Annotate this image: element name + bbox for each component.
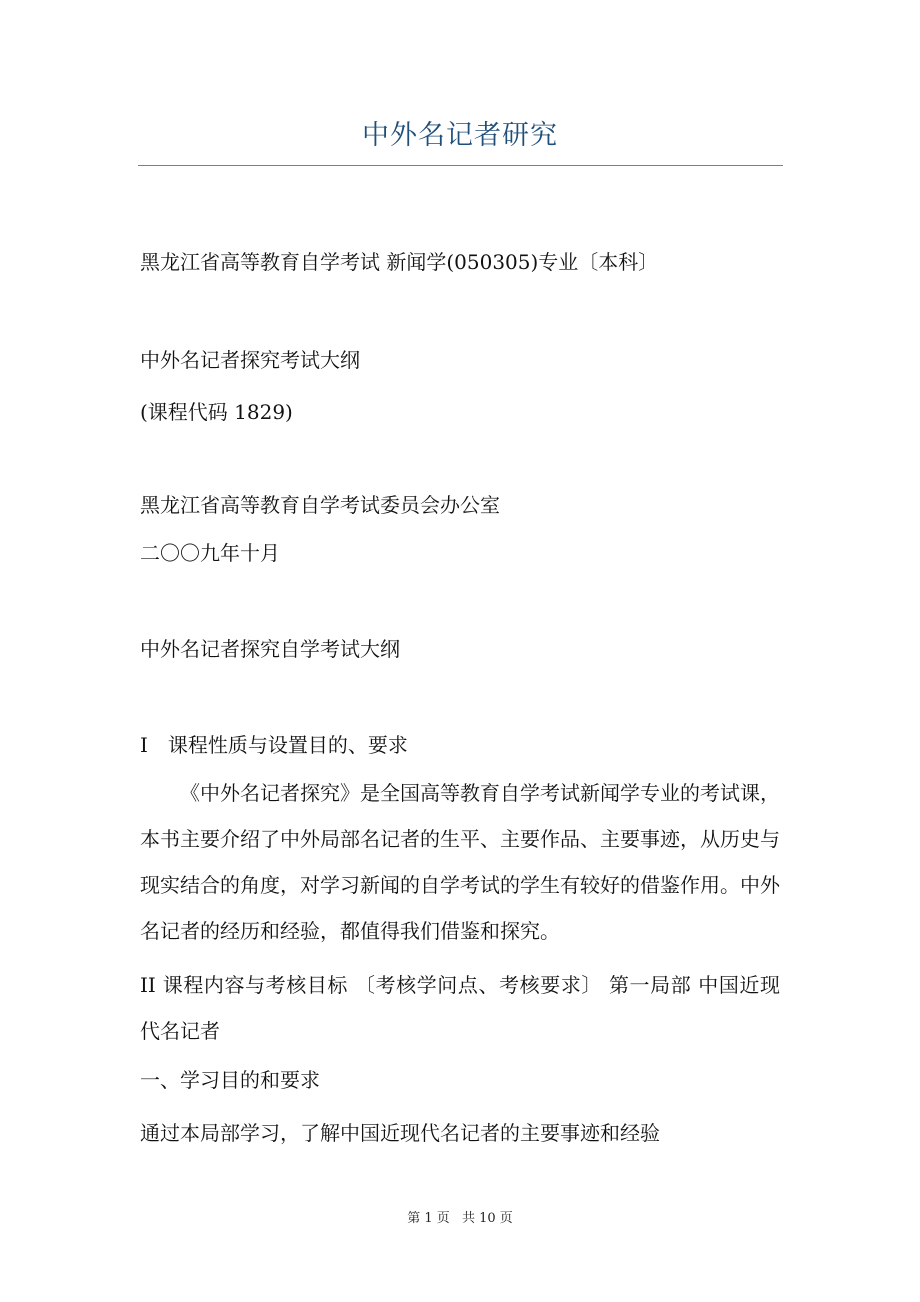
outline-title: 中外名记者探究考试大纲 — [140, 348, 360, 372]
section-heading: 中外名记者探究自学考试大纲 — [140, 637, 400, 661]
title-divider — [138, 165, 783, 166]
issuer: 黑龙江省高等教育自学考试委员会办公室 — [140, 493, 500, 517]
course-code: (课程代码 1829) — [140, 400, 293, 424]
issue-date: 二〇〇九年十月 — [140, 541, 280, 565]
subsection-body: 通过本局部学习，了解中国近现代名记者的主要事迹和经验 — [140, 1121, 660, 1145]
part-one-heading: I 课程性质与设置目的、要求 — [140, 733, 408, 757]
page-footer — [0, 1207, 920, 1226]
document-title: 中外名记者研究 — [362, 120, 558, 151]
page-total: 共 10 页 — [461, 1211, 513, 1226]
header-line: 黑龙江省高等教育自学考试 新闻学(050305)专业〔本科〕 — [140, 250, 659, 274]
part-two-heading: II 课程内容与考核目标 〔考核学问点、考核要求〕 第一局部 中国近现代名记者 — [140, 973, 780, 1043]
subsection-heading: 一、学习目的和要求 — [140, 1068, 320, 1092]
part-one-body: 《中外名记者探究》是全国高等教育自学考试新闻学专业的考试课，本书主要介绍了中外局部名记者的生平、主要作品、主要事迹，从历史与现实结合的角度，对学习新闻的自学考试的学生有较好的借鉴作用。中外名记者的经历和经验，都值得我们借鉴和探究。 — [140, 781, 780, 943]
page-number: 第 1 页 — [407, 1211, 450, 1226]
